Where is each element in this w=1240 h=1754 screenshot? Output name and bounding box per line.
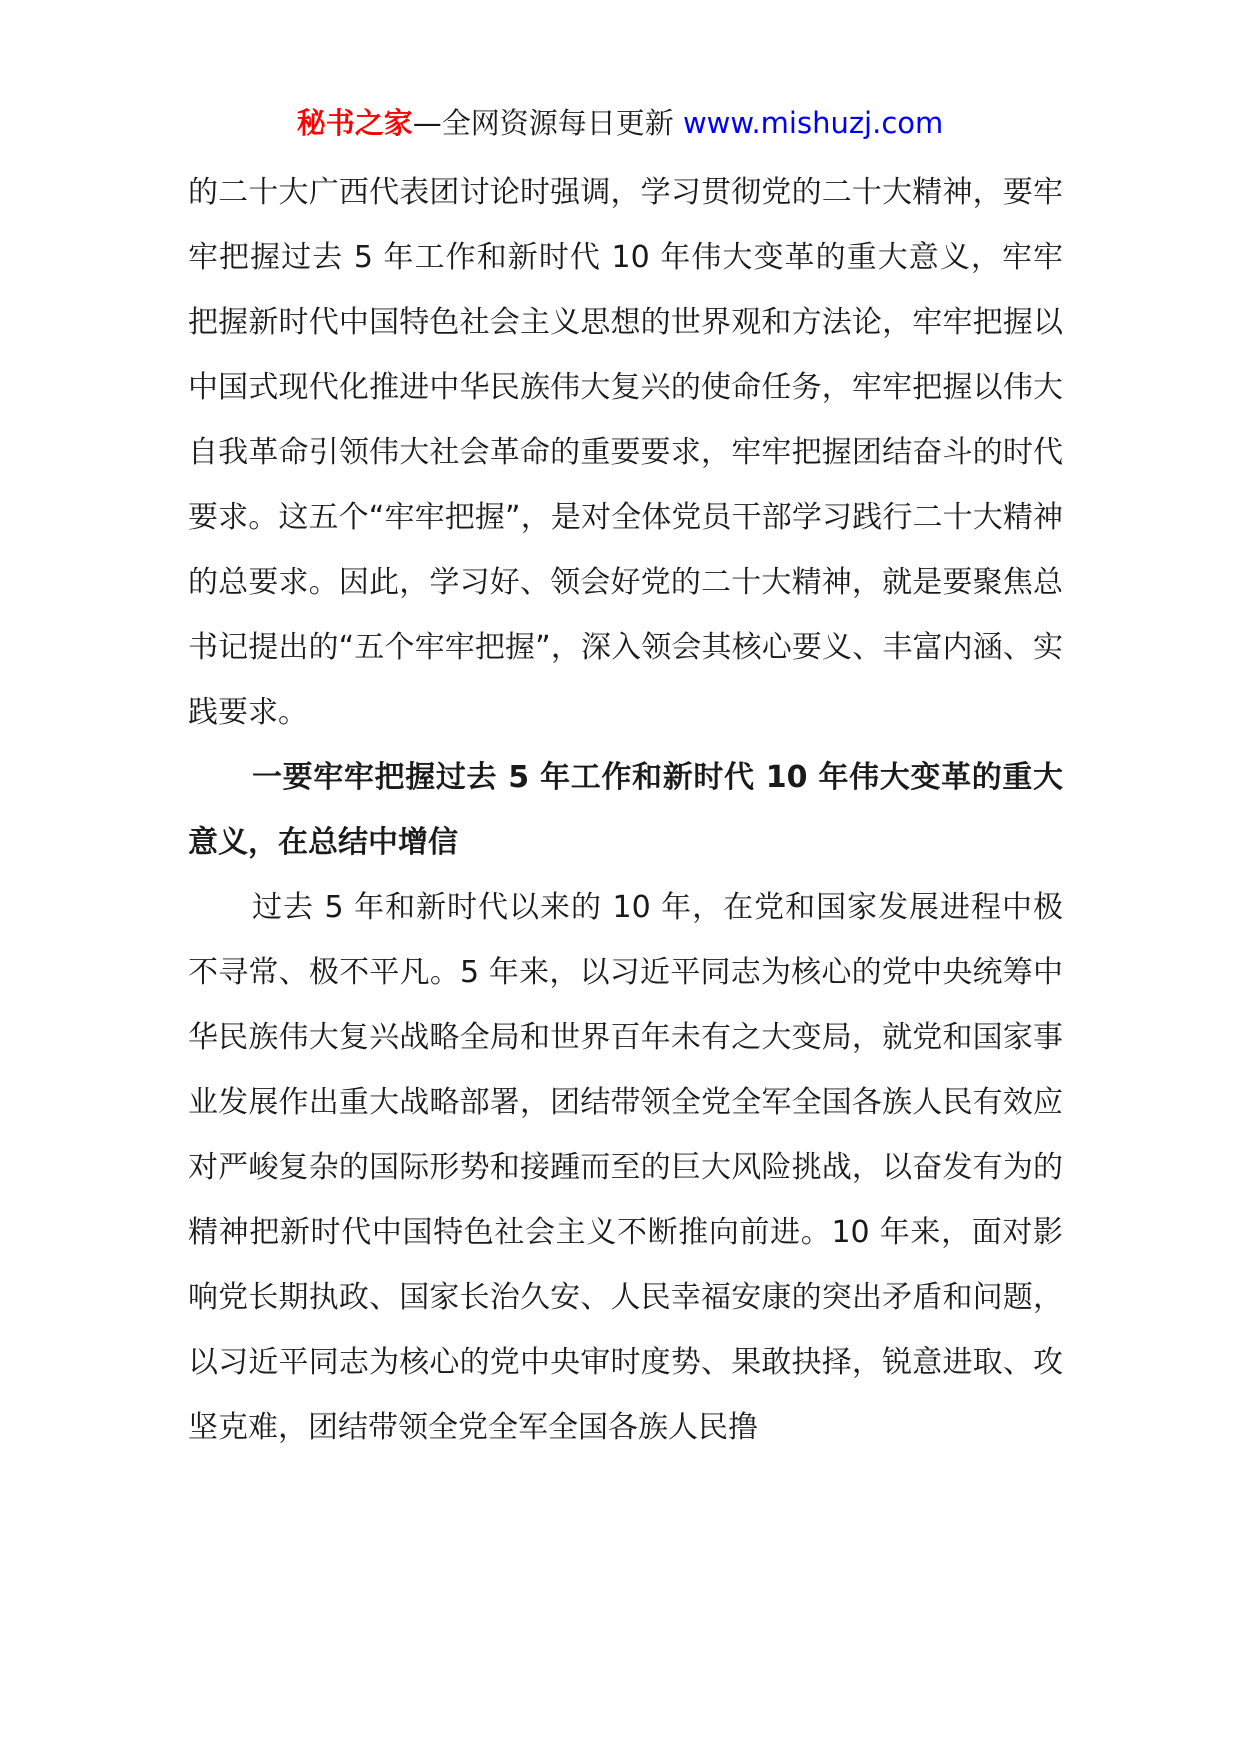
website-link[interactable]: www.mishuzj.com xyxy=(682,106,944,140)
header-slogan: —全网资源每日更新 xyxy=(412,106,674,140)
brand-name: 秘书之家 xyxy=(296,106,413,140)
document-body xyxy=(188,160,1063,1460)
body-paragraph: 的二十大广西代表团讨论时强调，学习贯彻党的二十大精神，要牢牢把握过去 5 年工作和新时代 10 年伟大变革的重大意义，牢牢把握新时代中国特色社会主义思想的世界观和方法论，牢牢把握以中国式现代化推进中华民族伟大复兴的使命任务，牢牢把握以伟大自我革命引领伟大社会革命的重要要求，牢牢把握团结奋斗的时代要求。这五个“牢牢把握”，是对全体党员干部学习践行二十大精神的总要求。因此，学习好、领会好党的二十大精神，就是要聚焦总书记提出的“五个牢牢把握”，深入领会其核心要义、丰富内涵、实践要求。 xyxy=(188,175,1063,730)
section-heading: 一要牢牢把握过去 5 年工作和新时代 10 年伟大变革的重大意义，在总结中增信 xyxy=(188,760,1063,860)
page-header xyxy=(0,103,1240,143)
body-paragraph: 过去 5 年和新时代以来的 10 年，在党和国家发展进程中极不寻常、极不平凡。5 年来，以习近平同志为核心的党中央统筹中华民族伟大复兴战略全局和世界百年未有之大变局，就党和国家事业发展作出重大战略部署，团结带领全党全军全国各族人民有效应对严峻复杂的国际形势和接踵而至的巨大风险挑战，以奋发有为的精神把新时代中国特色社会主义不断推向前进。10 年来，面对影响党长期执政、国家长治久安、人民幸福安康的突出矛盾和问题，以习近平同志为核心的党中央审时度势、果敢抉择，锐意进取、攻坚克难，团结带领全党全军全国各族人民撸 xyxy=(188,890,1063,1445)
